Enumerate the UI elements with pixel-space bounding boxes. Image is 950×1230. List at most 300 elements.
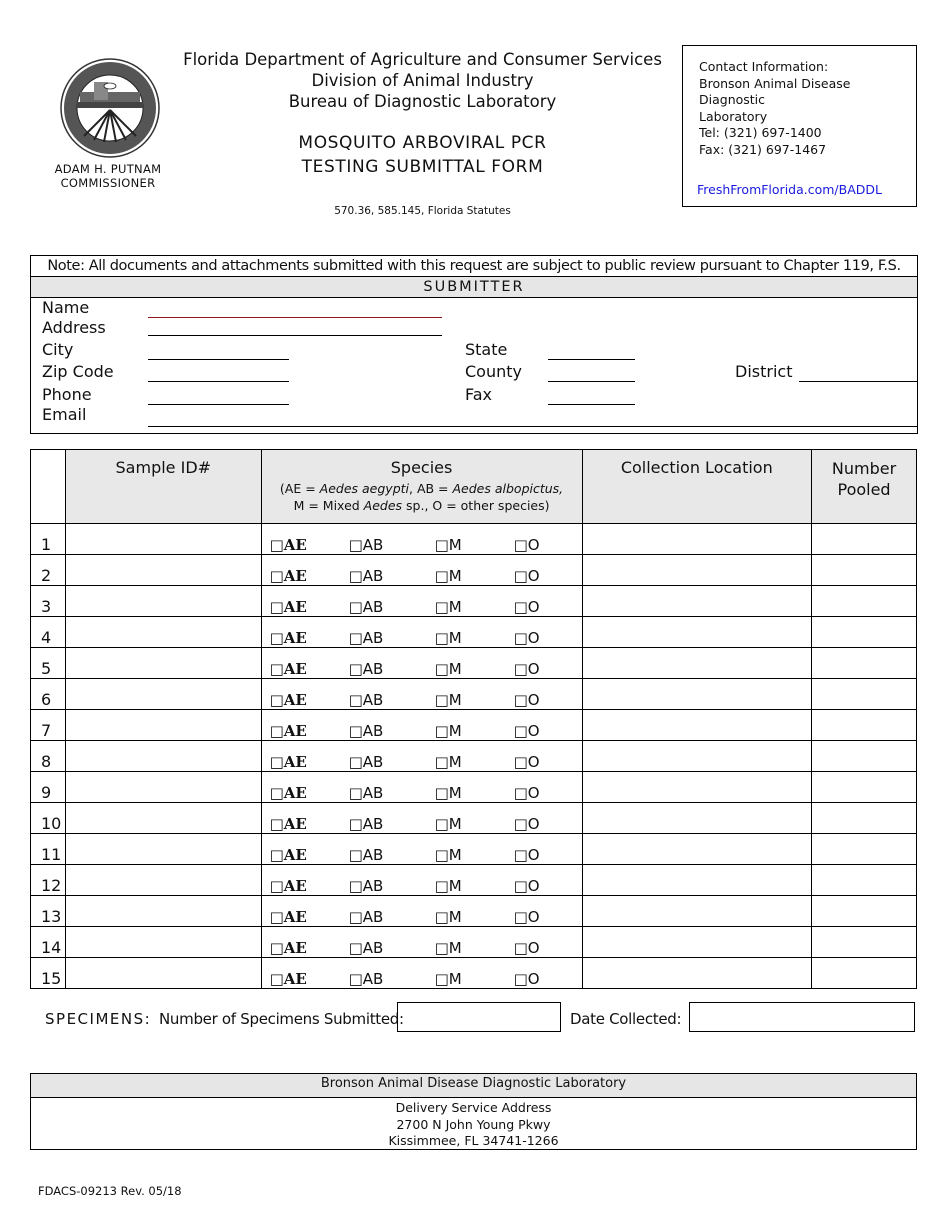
checkbox-icon[interactable]: □ [434,939,449,957]
row-number: 14 [31,927,66,958]
checkbox-icon[interactable]: □ [348,691,363,709]
species-option-ab[interactable] [349,784,435,802]
collection-location-cell[interactable] [582,648,812,679]
number-pooled-cell[interactable] [812,803,917,834]
checkbox-icon[interactable]: □ [434,784,449,802]
species-option-m[interactable] [435,722,514,740]
table-row [31,679,917,710]
sample-id-cell[interactable] [65,710,261,741]
collection-location-cell[interactable] [582,679,812,710]
checkbox-icon[interactable]: □ [269,567,284,585]
species-option-label: AB [362,970,384,988]
checkbox-icon[interactable]: □ [269,908,284,926]
contact-fax: Fax: (321) 697-1467 [699,141,827,157]
collection-location-cell[interactable] [582,896,812,927]
checkbox-icon[interactable]: □ [513,970,528,988]
checkbox-icon[interactable]: □ [513,815,528,833]
species-option-label: O [527,536,540,554]
commissioner-title: COMMISSIONER [60,176,156,190]
species-option-label: AB [362,753,384,771]
species-option-label: AE [283,908,307,926]
checkbox-icon[interactable]: □ [513,691,528,709]
species-option-o[interactable] [514,536,554,554]
address-label: Address [42,318,106,337]
sample-id-header: Sample ID# [65,450,261,524]
checkbox-icon[interactable]: □ [513,567,528,585]
species-option-label: AE [283,753,307,771]
sample-id-cell[interactable] [65,896,261,927]
species-option-ae[interactable] [270,598,349,616]
species-option-ae[interactable] [270,691,349,709]
checkbox-icon[interactable]: □ [513,598,528,616]
city-field[interactable] [148,359,289,360]
checkbox-icon[interactable]: □ [348,846,363,864]
species-option-label: O [527,970,540,988]
species-option-label: M [448,784,462,802]
collection-location-cell[interactable] [582,710,812,741]
species-option-label: AE [283,877,307,895]
species-cell [261,927,582,958]
name-label: Name [42,298,90,317]
species-option-o[interactable] [514,691,554,709]
species-option-label: O [527,660,540,678]
collection-location-cell[interactable] [582,958,812,989]
checkbox-icon[interactable]: □ [269,877,284,895]
checkbox-icon[interactable]: □ [434,722,449,740]
species-option-ab[interactable] [349,598,435,616]
legend-text: M = Mixed [293,498,364,513]
checkbox-icon[interactable]: □ [269,660,284,678]
checkbox-icon[interactable]: □ [434,660,449,678]
species-option-o[interactable] [514,753,554,771]
delivery-label: Delivery Service Address [395,1100,552,1115]
checkbox-icon[interactable]: □ [434,908,449,926]
row-number: 8 [31,741,66,772]
species-option-label: M [448,722,462,740]
phone-field[interactable] [148,404,289,405]
species-option-label: AB [362,815,384,833]
species-option-o[interactable] [514,722,554,740]
fax-field[interactable] [548,404,635,405]
name-field[interactable] [148,317,442,318]
species-cell [261,741,582,772]
checkbox-icon[interactable]: □ [513,722,528,740]
collection-location-cell[interactable] [582,803,812,834]
checkbox-icon[interactable]: □ [348,722,363,740]
number-pooled-cell[interactable] [812,555,917,586]
department-name: Florida Department of Agriculture and Consumer Services [183,50,662,69]
collection-location-cell[interactable] [582,741,812,772]
species-option-label: AE [283,691,307,709]
species-option-ae[interactable] [270,567,349,585]
table-row [31,896,917,927]
checkbox-icon[interactable]: □ [269,815,284,833]
species-option-ab[interactable] [349,567,435,585]
species-cell [261,710,582,741]
species-cell [261,679,582,710]
species-option-label: O [527,846,540,864]
address-field[interactable] [148,335,442,336]
sample-id-cell[interactable] [65,555,261,586]
county-field[interactable] [548,381,635,382]
number-pooled-cell[interactable] [812,834,917,865]
checkbox-icon[interactable]: □ [348,877,363,895]
species-option-label: O [527,908,540,926]
checkbox-icon[interactable]: □ [348,629,363,647]
species-option-ae[interactable] [270,846,349,864]
checkbox-icon[interactable]: □ [513,753,528,771]
date-collected-input[interactable] [689,1002,915,1032]
species-cell [261,772,582,803]
fax-label: Fax [465,385,493,404]
species-option-ab[interactable] [349,877,435,895]
checkbox-icon[interactable]: □ [269,722,284,740]
row-number: 7 [31,710,66,741]
table-row [31,803,917,834]
contact-tel: Tel: (321) 697-1400 [699,125,822,140]
species-option-m[interactable] [435,536,514,554]
collection-location-cell[interactable] [582,927,812,958]
species-option-ae[interactable] [270,722,349,740]
species-option-m[interactable] [435,939,514,957]
checkbox-icon[interactable]: □ [269,846,284,864]
row-number: 11 [31,834,66,865]
species-option-label: AB [362,660,384,678]
legend-text: , AB = [409,481,453,496]
species-option-ab[interactable] [349,939,435,957]
species-option-ae[interactable] [270,784,349,802]
table-row [31,710,917,741]
sample-id-cell[interactable] [65,648,261,679]
number-pooled-cell[interactable] [812,586,917,617]
species-option-m[interactable] [435,598,514,616]
number-pooled-header [812,450,917,524]
checkbox-icon[interactable]: □ [434,598,449,616]
row-number: 4 [31,617,66,648]
checkbox-icon[interactable]: □ [348,970,363,988]
species-option-o[interactable] [514,908,554,926]
city-label: City [42,340,74,359]
species-option-label: AE [283,536,307,554]
collection-location-header: Collection Location [582,450,812,524]
collection-location-cell[interactable] [582,865,812,896]
checkbox-icon[interactable]: □ [513,877,528,895]
table-row [31,741,917,772]
checkbox-icon[interactable]: □ [434,536,449,554]
collection-location-cell[interactable] [582,586,812,617]
checkbox-icon[interactable]: □ [348,660,363,678]
species-option-ae[interactable] [270,753,349,771]
number-pooled-line1: Number [831,459,897,478]
lab-name: Bronson Animal Disease Diagnostic Laboratory [31,1074,916,1098]
species-option-label: O [527,939,540,957]
zip-field[interactable] [148,381,289,382]
species-option-label: M [448,846,462,864]
species-option-ab[interactable] [349,660,435,678]
species-option-label: AB [362,939,384,957]
species-option-ae[interactable] [270,660,349,678]
checkbox-icon[interactable]: □ [434,691,449,709]
species-option-label: O [527,567,540,585]
specimen-count-input[interactable] [397,1002,561,1032]
checkbox-icon[interactable]: □ [348,784,363,802]
species-option-o[interactable] [514,877,554,895]
checkbox-icon[interactable]: □ [269,691,284,709]
species-option-label: O [527,629,540,647]
species-option-label: AE [283,970,307,988]
species-option-m[interactable] [435,908,514,926]
species-option-ae[interactable] [270,877,349,895]
species-option-label: AB [362,877,384,895]
species-option-label: AB [362,598,384,616]
species-option-label: O [527,877,540,895]
species-option-label: M [448,908,462,926]
number-pooled-cell[interactable] [812,679,917,710]
species-option-m[interactable] [435,784,514,802]
species-option-ae[interactable] [270,970,349,988]
checkbox-icon[interactable]: □ [434,815,449,833]
checkbox-icon[interactable]: □ [348,567,363,585]
checkbox-icon[interactable]: □ [434,877,449,895]
checkbox-icon[interactable]: □ [348,753,363,771]
species-option-m[interactable] [435,567,514,585]
checkbox-icon[interactable]: □ [269,536,284,554]
species-option-label: AB [362,536,384,554]
table-row [31,586,917,617]
sample-id-cell[interactable] [65,958,261,989]
checkbox-icon[interactable]: □ [348,939,363,957]
lab-city: Kissimmee, FL 34741-1266 [388,1133,559,1148]
number-pooled-cell[interactable] [812,927,917,958]
species-option-label: M [448,939,462,957]
sample-id-cell[interactable] [65,772,261,803]
species-option-o[interactable] [514,567,554,585]
species-option-label: AB [362,567,384,585]
species-option-o[interactable] [514,846,554,864]
species-option-o[interactable] [514,784,554,802]
species-option-ae[interactable] [270,536,349,554]
checkbox-icon[interactable]: □ [513,939,528,957]
checkbox-icon[interactable]: □ [434,629,449,647]
checkbox-icon[interactable]: □ [269,784,284,802]
species-option-o[interactable] [514,629,554,647]
species-option-ab[interactable] [349,846,435,864]
public-review-note: Note: All documents and attachments submitted with this request are subject to public review pursuant to Chapter 119, F.S. [31,256,917,277]
legend-aedes: Aedes [363,498,403,513]
species-option-label: AB [362,846,384,864]
species-option-o[interactable] [514,939,554,957]
row-number: 12 [31,865,66,896]
checkbox-icon[interactable]: □ [269,939,284,957]
species-option-ab[interactable] [349,722,435,740]
checkbox-icon[interactable]: □ [348,908,363,926]
checkbox-icon[interactable]: □ [513,536,528,554]
species-option-m[interactable] [435,660,514,678]
row-number: 1 [31,524,66,555]
table-row [31,772,917,803]
department-seal-logo [60,58,160,158]
number-pooled-cell[interactable] [812,617,917,648]
collection-location-cell[interactable] [582,772,812,803]
number-pooled-line2: Pooled [837,480,891,499]
number-pooled-cell[interactable] [812,772,917,803]
species-option-label: AB [362,629,384,647]
species-option-label: O [527,691,540,709]
row-number: 2 [31,555,66,586]
state-field[interactable] [548,359,635,360]
number-pooled-cell[interactable] [812,865,917,896]
form-title-line2: TESTING SUBMITTAL FORM [301,157,544,177]
submitter-heading: SUBMITTER [31,277,917,298]
species-option-label: M [448,753,462,771]
species-option-m[interactable] [435,846,514,864]
checkbox-icon[interactable]: □ [269,598,284,616]
checkbox-icon[interactable]: □ [513,784,528,802]
table-row [31,648,917,679]
species-option-label: AB [362,691,384,709]
number-pooled-cell[interactable] [812,710,917,741]
checkbox-icon[interactable]: □ [513,846,528,864]
species-option-ab[interactable] [349,536,435,554]
form-number: FDACS-09213 Rev. 05/18 [38,1184,182,1198]
number-pooled-cell[interactable] [812,524,917,555]
species-cell [261,555,582,586]
species-option-m[interactable] [435,877,514,895]
species-option-ab[interactable] [349,815,435,833]
form-title-line1: MOSQUITO ARBOVIRAL PCR [298,133,547,153]
species-option-m[interactable] [435,629,514,647]
checkbox-icon[interactable]: □ [434,567,449,585]
table-row [31,617,917,648]
species-option-label: O [527,598,540,616]
district-label: District [735,362,793,381]
species-option-ae[interactable] [270,815,349,833]
species-option-label: M [448,598,462,616]
row-number: 10 [31,803,66,834]
species-option-o[interactable] [514,815,554,833]
sample-id-cell[interactable] [65,927,261,958]
table-row [31,524,917,555]
sample-id-cell[interactable] [65,586,261,617]
table-row [31,555,917,586]
checkbox-icon[interactable]: □ [348,536,363,554]
email-field[interactable] [148,426,917,427]
checkbox-icon[interactable]: □ [513,908,528,926]
lab-address-box [30,1073,917,1150]
checkbox-icon[interactable]: □ [269,629,284,647]
number-pooled-cell[interactable] [812,958,917,989]
collection-location-cell[interactable] [582,555,812,586]
species-option-label: M [448,567,462,585]
form-title [180,131,665,179]
checkbox-icon[interactable]: □ [513,660,528,678]
contact-heading: Contact Information: [699,59,829,74]
specimens-label: SPECIMENS: [45,1010,152,1028]
table-header-row [31,450,917,524]
number-pooled-cell[interactable] [812,648,917,679]
checkbox-icon[interactable]: □ [269,753,284,771]
species-option-label: AE [283,722,307,740]
sample-id-cell[interactable] [65,524,261,555]
species-option-label: AB [362,784,384,802]
checkbox-icon[interactable]: □ [434,970,449,988]
sample-id-cell[interactable] [65,617,261,648]
species-option-ae[interactable] [270,908,349,926]
checkbox-icon[interactable]: □ [269,970,284,988]
species-option-label: M [448,877,462,895]
row-number-header [31,450,66,524]
species-cell [261,524,582,555]
sample-id-cell[interactable] [65,803,261,834]
species-option-ae[interactable] [270,939,349,957]
species-option-label: O [527,815,540,833]
website-link[interactable]: FreshFromFlorida.com/BADDL [697,182,882,197]
species-option-ab[interactable] [349,753,435,771]
checkbox-icon[interactable]: □ [348,815,363,833]
checkbox-icon[interactable]: □ [348,598,363,616]
collection-location-cell[interactable] [582,524,812,555]
species-option-m[interactable] [435,815,514,833]
table-row [31,958,917,989]
sample-id-cell[interactable] [65,865,261,896]
species-option-m[interactable] [435,753,514,771]
district-field[interactable] [799,381,917,382]
statutes: 570.36, 585.145, Florida Statutes [334,205,511,217]
collection-location-cell[interactable] [582,617,812,648]
number-pooled-cell[interactable] [812,741,917,772]
collection-location-cell[interactable] [582,834,812,865]
checkbox-icon[interactable]: □ [434,753,449,771]
checkbox-icon[interactable]: □ [513,629,528,647]
species-option-ab[interactable] [349,691,435,709]
row-number: 15 [31,958,66,989]
species-option-label: O [527,722,540,740]
species-option-label: O [527,753,540,771]
species-option-ab[interactable] [349,629,435,647]
zip-label: Zip Code [42,362,114,381]
species-cell [261,803,582,834]
county-label: County [465,362,522,381]
sample-id-cell[interactable] [65,834,261,865]
species-cell [261,834,582,865]
species-option-label: AE [283,784,307,802]
species-option-o[interactable] [514,598,554,616]
sample-id-cell[interactable] [65,741,261,772]
species-option-label: AE [283,598,307,616]
species-option-ab[interactable] [349,970,435,988]
species-option-label: AE [283,660,307,678]
table-row [31,927,917,958]
species-cell [261,617,582,648]
species-option-o[interactable] [514,970,554,988]
species-cell [261,896,582,927]
date-collected-label: Date Collected: [570,1010,682,1028]
species-option-ab[interactable] [349,908,435,926]
species-option-label: AE [283,939,307,957]
number-pooled-cell[interactable] [812,896,917,927]
species-option-ae[interactable] [270,629,349,647]
species-option-o[interactable] [514,660,554,678]
checkbox-icon[interactable]: □ [434,846,449,864]
division-name: Division of Animal Industry [311,71,534,90]
sample-id-cell[interactable] [65,679,261,710]
species-option-label: M [448,691,462,709]
contact-box [682,45,917,207]
species-option-label: AB [362,908,384,926]
species-option-m[interactable] [435,691,514,709]
species-option-m[interactable] [435,970,514,988]
species-option-label: AE [283,815,307,833]
